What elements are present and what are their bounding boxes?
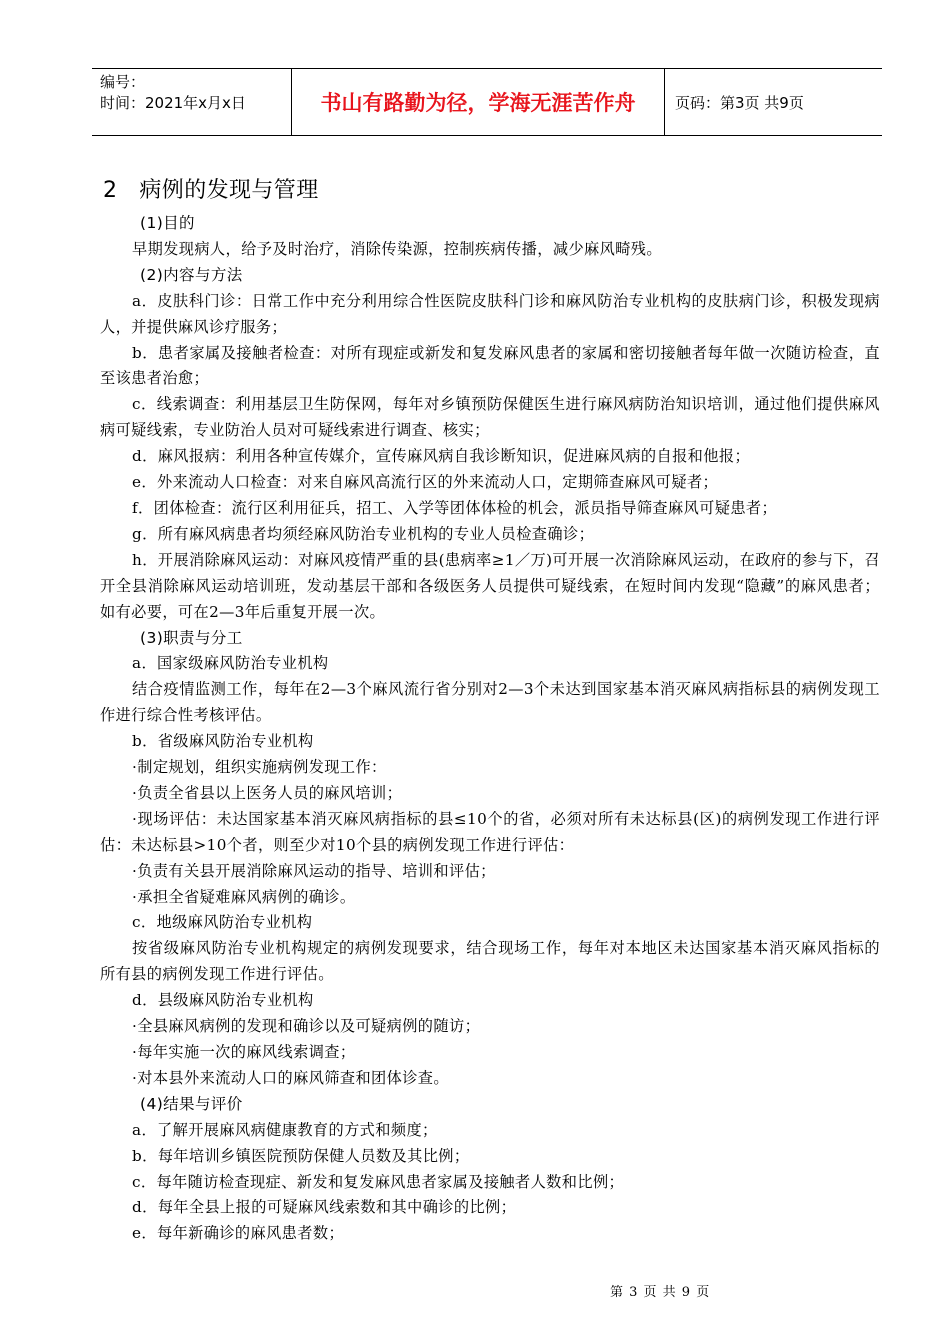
paragraph: ·承担全省疑难麻风病例的确诊。 — [132, 887, 356, 906]
section-content — [100, 211, 880, 1247]
paragraph: b．每年培训乡镇医院预防保健人员数及其比例； — [132, 1146, 470, 1165]
header-meta — [92, 69, 292, 135]
header-motto: 书山有路勤为径，学海无涯苦作舟 — [292, 69, 665, 135]
paragraph: d．每年全县上报的可疑麻风线索数和其中确诊的比例； — [132, 1198, 517, 1217]
paragraph: e．外来流动人口检查：对来自麻风高流行区的外来流动人口，定期筛查麻风可疑者； — [132, 473, 719, 492]
paragraph: 按省级麻风防治专业机构规定的病例发现要求，结合现场工作，每年对本地区未达国家基本消灭麻风指标的所有县的病例发现工作进行评估。 — [100, 939, 880, 984]
page-footer: 第 3 页 共 9 页 — [610, 1285, 711, 1300]
paragraph: e．每年新确诊的麻风患者数； — [132, 1224, 345, 1243]
paragraph: ·每年实施一次的麻风线索调查； — [132, 1043, 356, 1061]
paragraph: a．国家级麻风防治专业机构 — [132, 654, 329, 673]
paragraph: ·对本县外来流动人口的麻风筛查和团体诊查。 — [132, 1068, 449, 1087]
paragraph: c．地级麻风防治专业机构 — [132, 913, 313, 932]
section-title: 病例的发现与管理 — [139, 178, 319, 203]
header-number-label: 编号： — [100, 73, 146, 91]
paragraph: ·现场评估：未达国家基本消灭麻风病指标的县≤10个的省，必须对所有未达标县(区)的病例发现工作进行评估：未达标县>10个者，则至少对10个县的病例发现工作进行评估： — [100, 809, 880, 854]
paragraph: ·负责全省县以上医务人员的麻风培训； — [132, 783, 403, 802]
paragraph: d．县级麻风防治专业机构 — [132, 991, 314, 1010]
paragraph: d．麻风报病：利用各种宣传媒介，宣传麻风病自我诊断知识，促进麻风病的自报和他报； — [132, 447, 751, 466]
document-body — [100, 172, 880, 1247]
paragraph: c．每年随访检查现症、新发和复发麻风患者家属及接触者人数和比例； — [132, 1172, 625, 1191]
subsection-heading: (3)职责与分工 — [140, 628, 243, 647]
paragraph: b．患者家属及接触者检查：对所有现症或新发和复发麻风患者的家属和密切接触者每年做一次随访检查，直至该患者治愈； — [100, 343, 880, 388]
paragraph: ·负责有关县开展消除麻风运动的指导、培训和评估； — [132, 861, 496, 880]
paragraph: g．所有麻风病患者均须经麻风防治专业机构的专业人员检查确诊； — [132, 524, 595, 543]
subsection-heading: (2)内容与方法 — [140, 265, 243, 284]
paragraph: a．皮肤科门诊：日常工作中充分利用综合性医院皮肤科门诊和麻风防治专业机构的皮肤病门诊，积极发现病人，并提供麻风诊疗服务； — [100, 291, 880, 336]
section-heading — [103, 172, 880, 210]
paragraph: a．了解开展麻风病健康教育的方式和频度； — [132, 1120, 438, 1139]
paragraph: h．开展消除麻风运动：对麻风疫情严重的县(患病率≥1／万)可开展一次消除麻风运动，在政府的参与下，召开全县消除麻风运动培训班，发动基层干部和各级医务人员提供可疑线索，在短时间内发现“隐藏”的麻风患者；如有必要，可在2—3年后重复开展一次。 — [100, 550, 880, 621]
paragraph: f．团体检查：流行区利用征兵，招工、入学等团体体检的机会，派员指导筛查麻风可疑患者； — [132, 498, 778, 517]
paragraph: c．线索调查：利用基层卫生防保网，每年对乡镇预防保健医生进行麻风病防治知识培训，通过他们提供麻风病可疑线索，专业防治人员对可疑线索进行调查、核实； — [100, 395, 880, 440]
header-page-info: 页码：第3页 共9页 — [675, 93, 804, 112]
paragraph: 早期发现病人，给予及时治疗，消除传染源，控制疾病传播，减少麻风畸残。 — [132, 239, 662, 258]
paragraph: ·全县麻风病例的发现和确诊以及可疑病例的随访； — [132, 1017, 481, 1036]
subsection-heading: (1)目的 — [140, 214, 195, 232]
paragraph: 结合疫情监测工作，每年在2—3个麻风流行省分别对2—3个未达到国家基本消灭麻风病指标县的病例发现工作进行综合性考核评估。 — [100, 680, 880, 725]
paragraph: ·制定规划，组织实施病例发现工作： — [132, 758, 387, 777]
header-date: 时间：2021年x月x日 — [100, 94, 246, 112]
paragraph: b．省级麻风防治专业机构 — [132, 732, 314, 751]
page-header — [92, 68, 882, 136]
subsection-heading: (4)结果与评价 — [140, 1094, 243, 1113]
section-number: 2 — [103, 178, 118, 203]
